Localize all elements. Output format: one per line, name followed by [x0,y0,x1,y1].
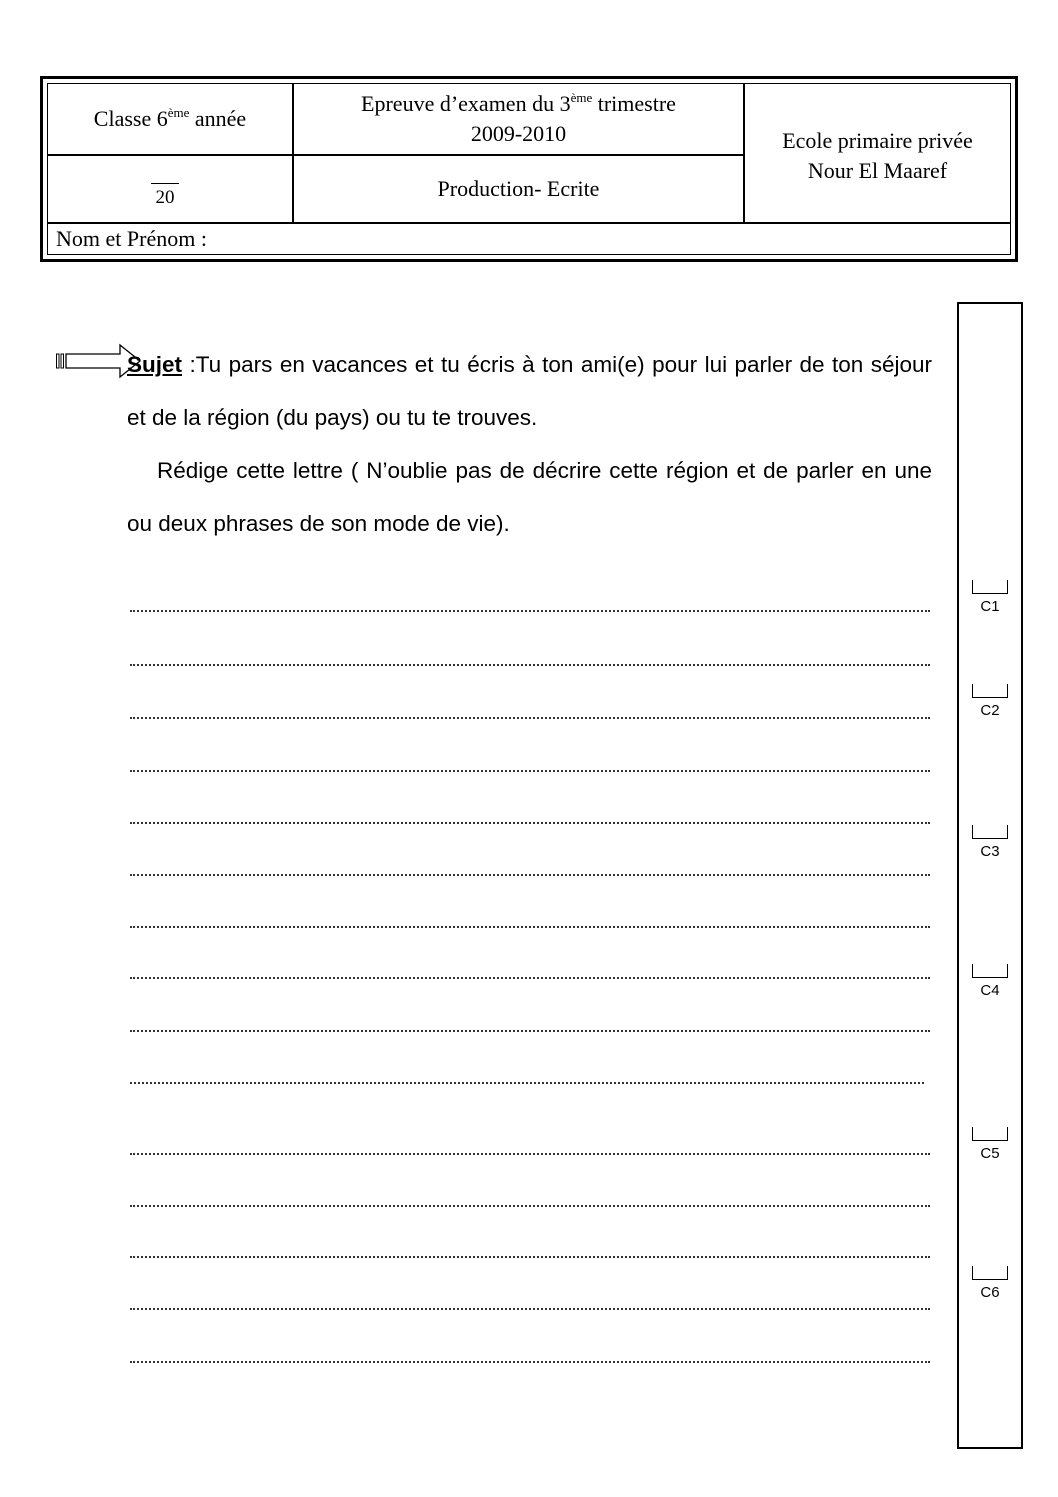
criterion-c3: C3 [972,825,1008,860]
writing-line[interactable] [130,1205,930,1207]
writing-line[interactable] [130,664,930,666]
score-fraction: 20 [151,183,179,209]
writing-line[interactable] [130,1308,930,1310]
writing-line[interactable] [130,610,930,612]
writing-line[interactable] [130,874,930,876]
student-name-field[interactable]: Nom et Prénom : [56,226,207,252]
criterion-c2: C2 [972,684,1008,719]
class-cell: Classe 6ème année [48,84,294,156]
writing-line[interactable] [130,717,930,719]
writing-line[interactable] [130,770,930,772]
subject-type-cell: Production- Ecrite [294,156,745,224]
exam-title-cell: Epreuve d’examen du 3ème trimestre 2009-2010 [294,84,745,156]
writing-line[interactable] [130,1256,930,1258]
writing-line[interactable] [130,822,930,824]
writing-line[interactable] [130,1082,924,1084]
subject-text: Sujet :Tu pars en vacances et tu écris à ton ami(e) pour lui parler de ton séjour et de la région (du pays) ou tu te trouves. Rédige cette lettre ( N’oublie pas de décrire cette région et de parler en une ou deux phrases de son mode de vie). [127,352,932,536]
criterion-box[interactable] [972,1127,1008,1141]
exam-header-table [40,76,1018,262]
writing-line[interactable] [130,1030,930,1032]
criterion-box[interactable] [972,580,1008,594]
criterion-c5: C5 [972,1127,1008,1162]
criterion-box[interactable] [972,684,1008,698]
school-cell: Ecole primaire privée Nour El Maaref [745,84,1010,224]
writing-line[interactable] [130,1153,930,1155]
grading-margin [957,302,1023,1449]
criterion-c1: C1 [972,580,1008,615]
school-year: 2009-2010 [470,121,567,146]
criterion-c6: C6 [972,1266,1008,1301]
subject-label: Sujet [127,352,183,377]
writing-line[interactable] [130,926,930,928]
writing-line[interactable] [130,1361,930,1363]
writing-line[interactable] [130,977,930,979]
criterion-box[interactable] [972,964,1008,978]
criterion-box[interactable] [972,825,1008,839]
criterion-box[interactable] [972,1266,1008,1280]
criterion-c4: C4 [972,964,1008,999]
